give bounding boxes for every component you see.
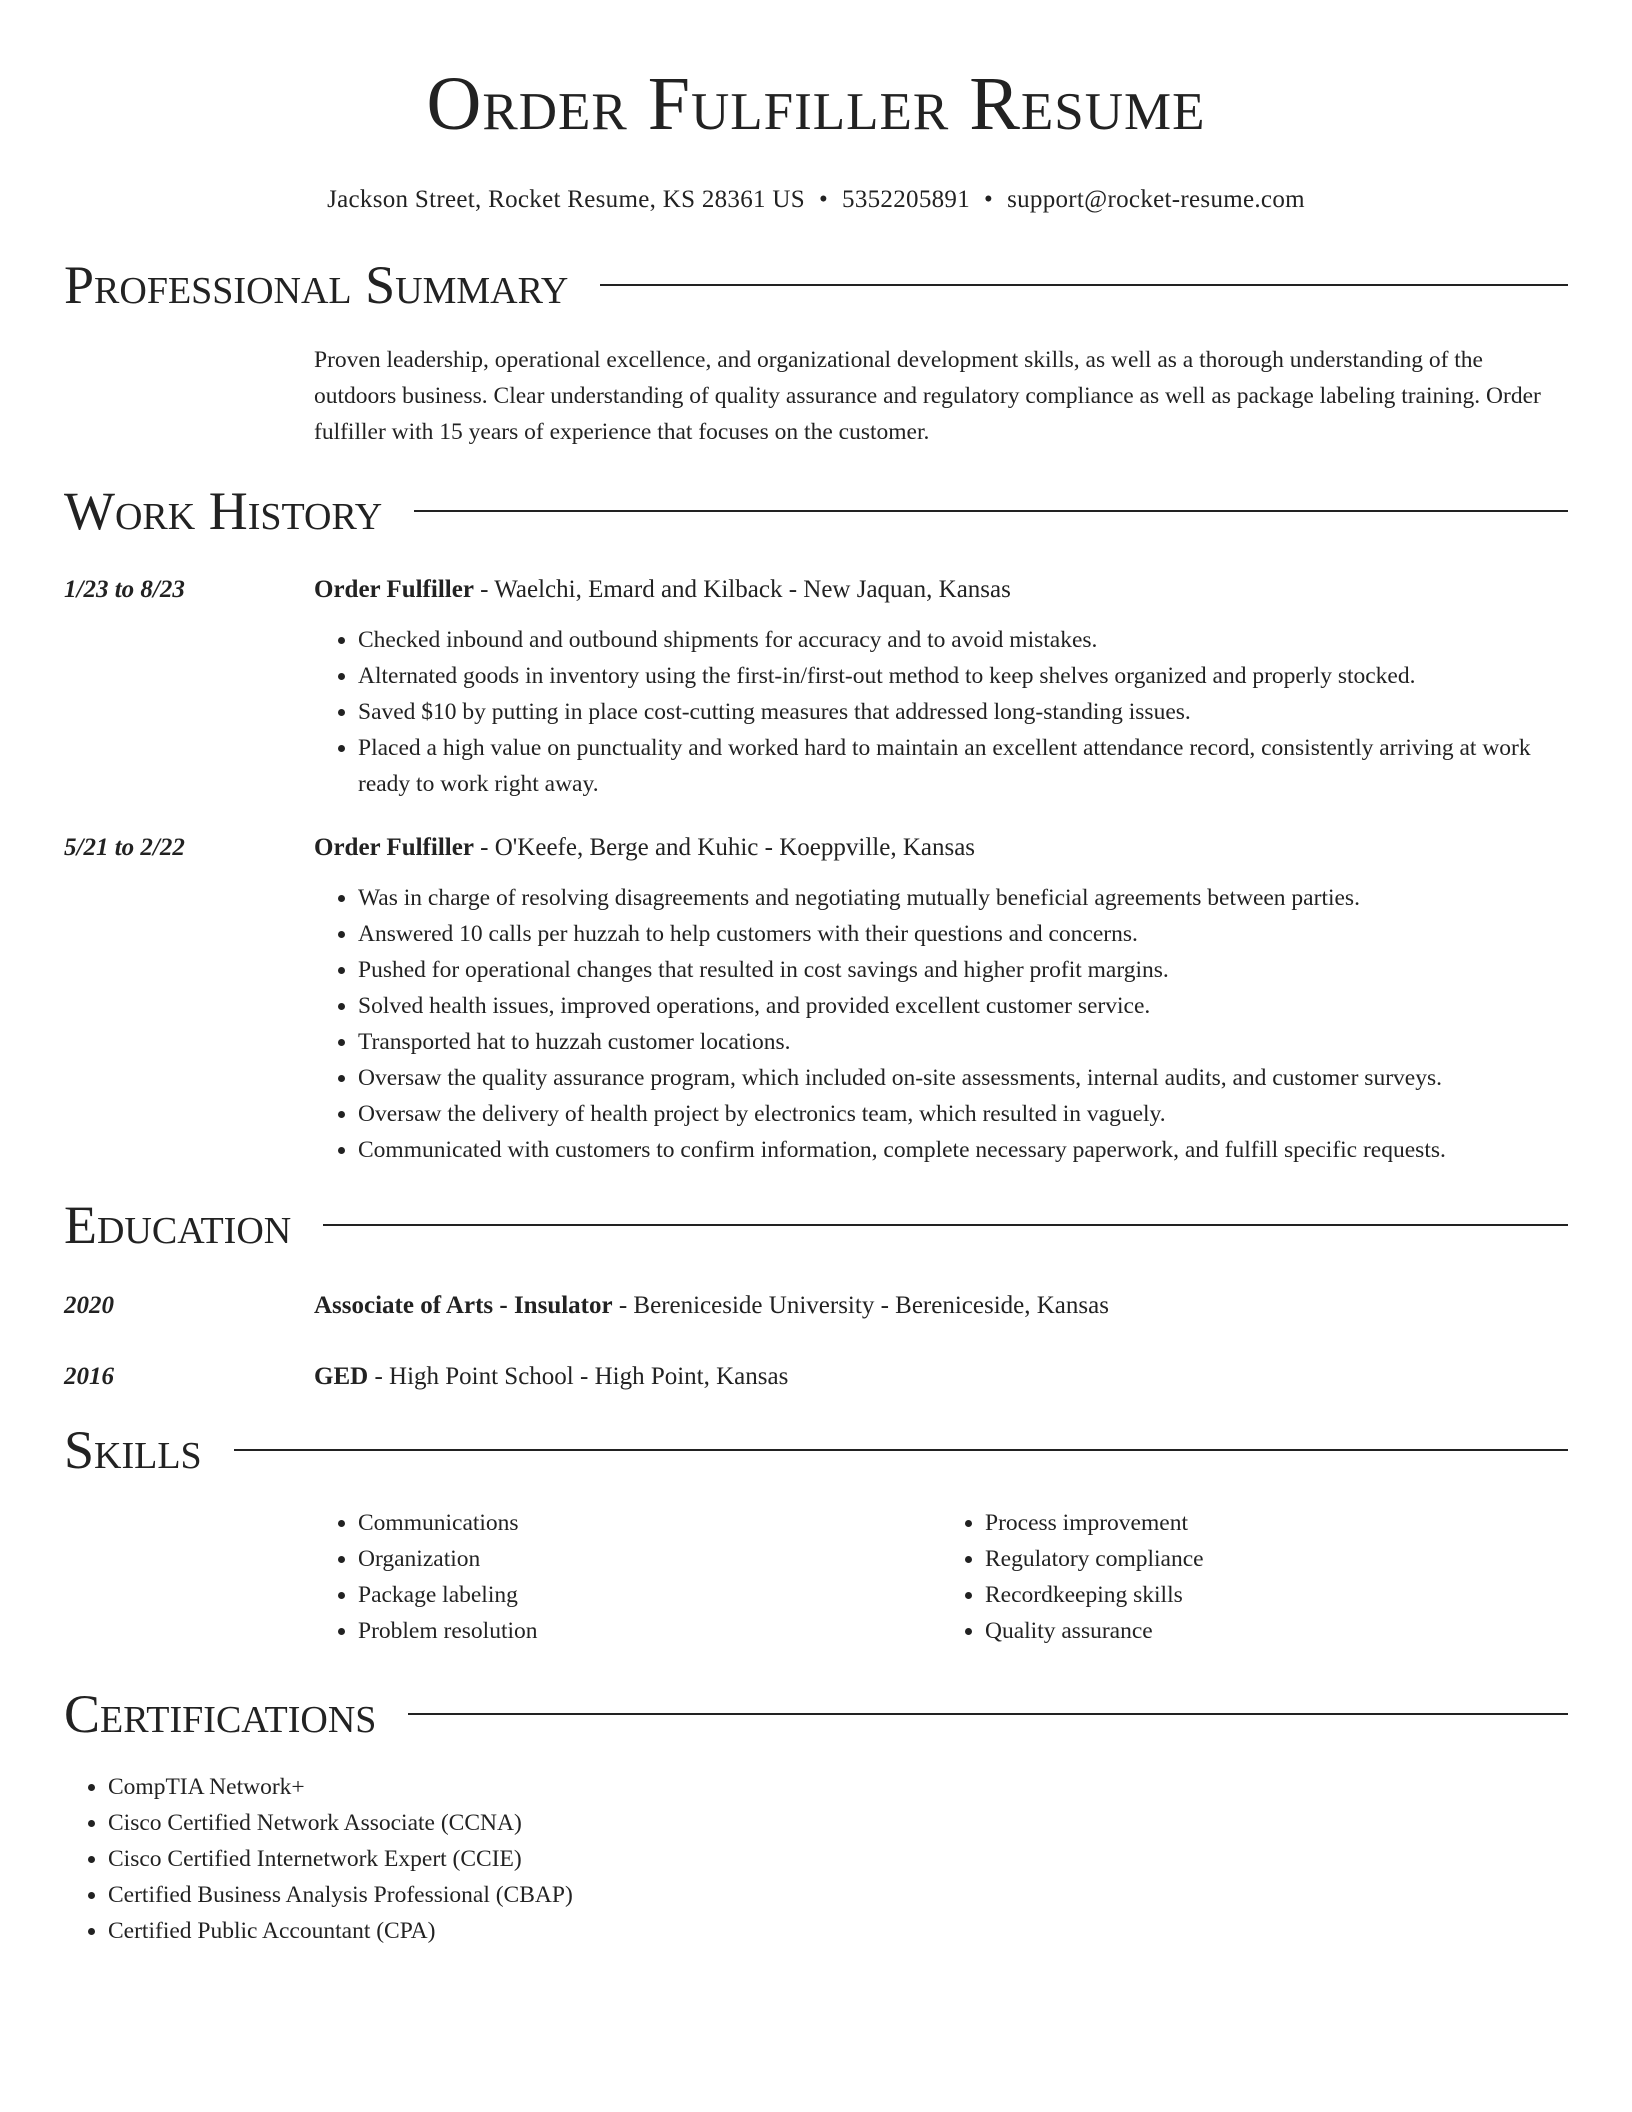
job-title: Order Fulfiller: [314, 576, 474, 603]
work-history-header: [64, 476, 1568, 546]
education-details: - Bereniceside University - Bereniceside, Kansas: [612, 1292, 1109, 1319]
job-bullet: • Transported hat to huzzah customer locations.: [358, 1024, 1568, 1060]
education-year: 2016: [64, 1363, 114, 1390]
skill-item: • Problem resolution: [358, 1613, 941, 1649]
job-bullet: • Answered 10 calls per huzzah to help customers with their questions and concerns.: [358, 916, 1568, 952]
education-heading-line: [314, 1359, 1568, 1395]
job-dates: 5/21 to 2/22: [64, 834, 185, 861]
job-bullet: • Saved $10 by putting in place cost-cutting measures that addressed long-standing issues.: [358, 694, 1568, 730]
job-entry: [64, 572, 1568, 802]
certifications-heading: Certifications: [64, 1684, 377, 1744]
job-bullet: • Oversaw the delivery of health project by electronics team, which resulted in vaguely.: [358, 1096, 1568, 1132]
certification-item: • Cisco Certified Internetwork Expert (CCIE): [108, 1841, 1568, 1877]
education-entry: [64, 1288, 1568, 1324]
education-header: [64, 1190, 1568, 1260]
education-year: 2020: [64, 1292, 114, 1319]
certification-item: • Cisco Certified Network Associate (CCNA): [108, 1805, 1568, 1841]
section-divider: [234, 1449, 1568, 1451]
skills-section: [64, 1415, 1568, 1649]
job-body: [314, 572, 1568, 802]
certification-item: • Certified Business Analysis Professional (CBAP): [108, 1877, 1568, 1913]
job-body: [314, 830, 1568, 1168]
job-heading: [314, 572, 1568, 608]
education-entry: [64, 1359, 1568, 1395]
certifications-header: [64, 1679, 1568, 1749]
job-bullet: • Solved health issues, improved operations, and provided excellent customer service.: [358, 988, 1568, 1024]
summary-heading: Professional Summary: [64, 255, 569, 315]
job-bullets: [314, 622, 1568, 802]
job-bullets: [314, 880, 1568, 1168]
job-title: Order Fulfiller: [314, 834, 474, 861]
education-degree: Associate of Arts - Insulator: [314, 1292, 613, 1319]
work-history-heading: Work History: [64, 481, 383, 541]
education-heading: Education: [64, 1195, 292, 1255]
skill-item: • Organization: [358, 1541, 941, 1577]
job-bullet: • Was in charge of resolving disagreements and negotiating mutually beneficial agreements between parties.: [358, 880, 1568, 916]
skill-item: • Quality assurance: [985, 1613, 1568, 1649]
skill-item: • Package labeling: [358, 1577, 941, 1613]
work-history-section: [64, 476, 1568, 1168]
job-bullet: • Pushed for operational changes that resulted in cost savings and higher profit margins.: [358, 952, 1568, 988]
resume-title: Order Fulfiller Resume: [426, 62, 1206, 146]
education-heading-line: [314, 1288, 1568, 1324]
job-entry: [64, 830, 1568, 1168]
contact-email: support@rocket-resume.com: [1007, 186, 1305, 213]
certification-item: • CompTIA Network+: [108, 1769, 1568, 1805]
skills-heading: Skills: [64, 1420, 202, 1480]
skills-column-left: [314, 1505, 941, 1649]
section-divider: [600, 284, 1568, 286]
skill-item: • Process improvement: [985, 1505, 1568, 1541]
job-details: - Waelchi, Emard and Kilback - New Jaquan, Kansas: [473, 576, 1011, 603]
summary-section: [64, 250, 1568, 450]
job-details: - O'Keefe, Berge and Kuhic - Koeppville, Kansas: [473, 834, 976, 861]
skill-item: • Recordkeeping skills: [985, 1577, 1568, 1613]
job-heading: [314, 830, 1568, 866]
skills-grid: [314, 1505, 1568, 1649]
job-bullet: • Checked inbound and outbound shipments for accuracy and to avoid mistakes.: [358, 622, 1568, 658]
contact-line: [64, 182, 1568, 218]
job-dates: 1/23 to 8/23: [64, 576, 185, 603]
job-bullet: • Placed a high value on punctuality and worked hard to maintain an excellent attendance record, consistently arriving at work ready to work right away.: [358, 730, 1568, 802]
section-divider: [408, 1713, 1568, 1715]
contact-separator: •: [984, 186, 994, 213]
certification-item: • Certified Public Accountant (CPA): [108, 1913, 1568, 1949]
skills-column-right: [941, 1505, 1568, 1649]
education-degree: GED: [314, 1363, 369, 1390]
skill-item: • Communications: [358, 1505, 941, 1541]
summary-header: [64, 250, 1568, 320]
contact-separator: •: [818, 186, 829, 213]
job-bullet: • Alternated goods in inventory using the first-in/first-out method to keep shelves organized and properly stocked.: [358, 658, 1568, 694]
contact-address: Jackson Street, Rocket Resume, KS 28361 US: [327, 186, 805, 213]
certifications-list: [64, 1769, 1568, 1949]
summary-text: Proven leadership, operational excellence, and organizational development skills, as well as a thorough understanding of the outdoors business. Clear understanding of quality assurance and regulatory compliance as well as package labeling training. Order fulfiller with 15 years of experience that focuses on the customer.: [314, 347, 1541, 445]
contact-phone: 5352205891: [842, 186, 971, 213]
job-bullet: • Oversaw the quality assurance program, which included on-site assessments, internal audits, and customer surveys.: [358, 1060, 1568, 1096]
skills-header: [64, 1415, 1568, 1485]
certifications-section: [64, 1679, 1568, 1949]
education-details: - High Point School - High Point, Kansas: [368, 1363, 789, 1390]
job-bullet: • Communicated with customers to confirm information, complete necessary paperwork, and fulfill specific requests.: [358, 1132, 1568, 1168]
education-section: [64, 1190, 1568, 1395]
section-divider: [414, 510, 1568, 512]
section-divider: [323, 1224, 1568, 1226]
skill-item: • Regulatory compliance: [985, 1541, 1568, 1577]
